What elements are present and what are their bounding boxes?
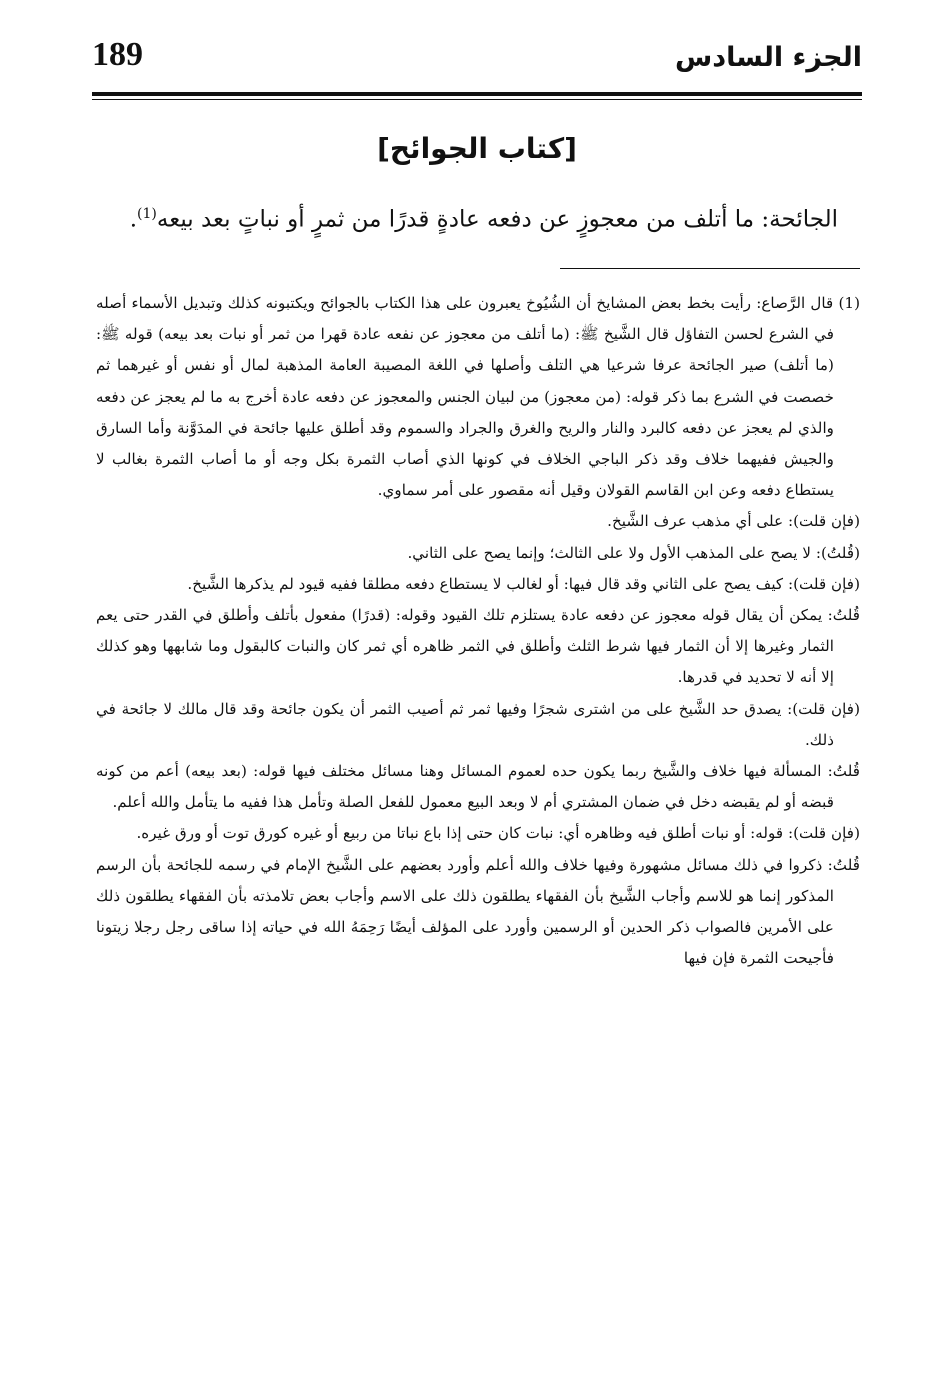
definition-text: الجائحة: ما أتلف من معجوزٍ عن دفعه عادةٍ قدرًا من ثمرٍ أو نباتٍ بعد بيعه <box>156 206 838 233</box>
footnote-paragraph: (قُلتُ): لا يصح على المذهب الأول ولا على الثالث؛ وإنما يصح على الثاني. <box>407 543 860 562</box>
definition-paragraph <box>100 194 838 240</box>
footnote-paragraph: قُلتُ: ذكروا في ذلك مسائل مشهورة وفيها خلاف والله أعلم وأورد بعضهم على الشَّيخ الإمام في رسمه للجائحة بأن الرسم المذكور إنما هو للاسم وأجاب الشَّيخ بأن الفقهاء يطلقون ذلك على الاسم وأجاب بعض تلامذته بأن الفقهاء يطلقون ذلك على الأمرين فالصواب ذكر الحدين أو الرسمين وأورد على المؤلف أيضًا رَحِمَهُ الله في حياته إذا ساقى رجل رجلا زيتونا فأجيحت الثمرة فإن فيها <box>96 855 860 968</box>
footnote-paragraph: (فإن قلت): كيف يصح على الثاني وقد قال فيها: أو لغالب لا يستطاع دفعه مطلقا ففيه قيود لم يذكرها الشَّيخ. <box>187 574 860 593</box>
page-header <box>92 36 862 96</box>
footnote-marker: (1) <box>137 206 157 222</box>
chapter-title: [كتاب الجوائح] <box>377 132 577 165</box>
footnote-paragraph: قُلتُ: المسألة فيها خلاف والشَّيخ ربما يكون حده لعموم المسائل وهنا مسائل مختلف فيها قوله: (بعد بيعه) أعم من كونه قبضه أو لم يقبضه دخل في ضمان المشتري أم لا وبعد البيع معمول للفعل الصلة وتأمل هذا ففيه ما يتأمل والله أعلم. <box>96 762 860 812</box>
footnote-paragraph: قُلتُ: يمكن أن يقال قوله معجوز عن دفعه عادة يستلزم تلك القيود وقوله: (قدرًا) مفعول بأتلف وأطلق في القدر حتى يعم الثمار وغيرها إلا أن الثمار فيها شرط الثلث وأطلق في الثمر ظاهره أي ثمر كان والنبات كالبقول وما شابهها وهو كذلك إلا أنه لا تحديد في قدرها. <box>96 606 860 687</box>
footnote-paragraph: (فإن قلت): قوله: أو نبات أطلق فيه وظاهره أي: نبات كان حتى إذا باع نباتا من ربيع أو غيره كورق توت أو ورق غيره. <box>136 824 860 843</box>
footnote-paragraph: (فإن قلت): على أي مذهب عرف الشَّيخ. <box>607 512 860 531</box>
definition-end-mark: . <box>129 206 138 233</box>
footnote-separator <box>560 268 860 269</box>
footnote-paragraph: (فإن قلت): يصدق حد الشَّيخ على من اشترى شجرًا وفيها ثمر ثم أصيب الثمر أن يكون جائحة وقد قال مالك لا جائحة في ذلك. <box>96 699 860 749</box>
footnotes <box>96 288 860 974</box>
page-number: 189 <box>92 36 143 73</box>
running-head: الجزء السادس <box>675 42 862 73</box>
header-rule-thin <box>92 99 862 100</box>
header-rule-thick <box>92 92 862 96</box>
footnote-paragraph: (1) قال الرَّصاع: رأيت بخط بعض المشايخ أن الشُيُوخ يعبرون على هذا الكتاب بالجوائح ويكتبونه كذلك وتبديل الأسماء أصله في الشرع لحسن التفاؤل قال الشَّيخ ﷺ: (ما أتلف من معجوز عن نفعه عادة قهرا من ثمر أو نبات بعد بيعه) قوله ﷺ: (ما أتلف) صير الجائحة عرفا شرعيا هي التلف وأصلها في اللغة المصيبة العامة المذهبة لمال أو نفس أو غيرهما ثم خصصت في الشرع بما ذكر قوله: (من معجوز) من لبيان الجنس والمعجوز عن دفعه عادة أخرج به ما لم يعجز عن دفعه والذي لم يعجز عن دفعه كالبرد والنار والريح والغرق والجراد والسموم وقد أطلق عليها جائحة في المدَوَّنة وأما السارق والجيش ففيهما خلاف وقد ذكر الباجي الخلاف في كونها الذي أصاب الثمرة بكل وجه أو ما أصاب الثمرة بغالب لا يستطاع دفعه وعن ابن القاسم القولان وقيل أنه مقصور على أمر سماوي. <box>96 294 860 500</box>
